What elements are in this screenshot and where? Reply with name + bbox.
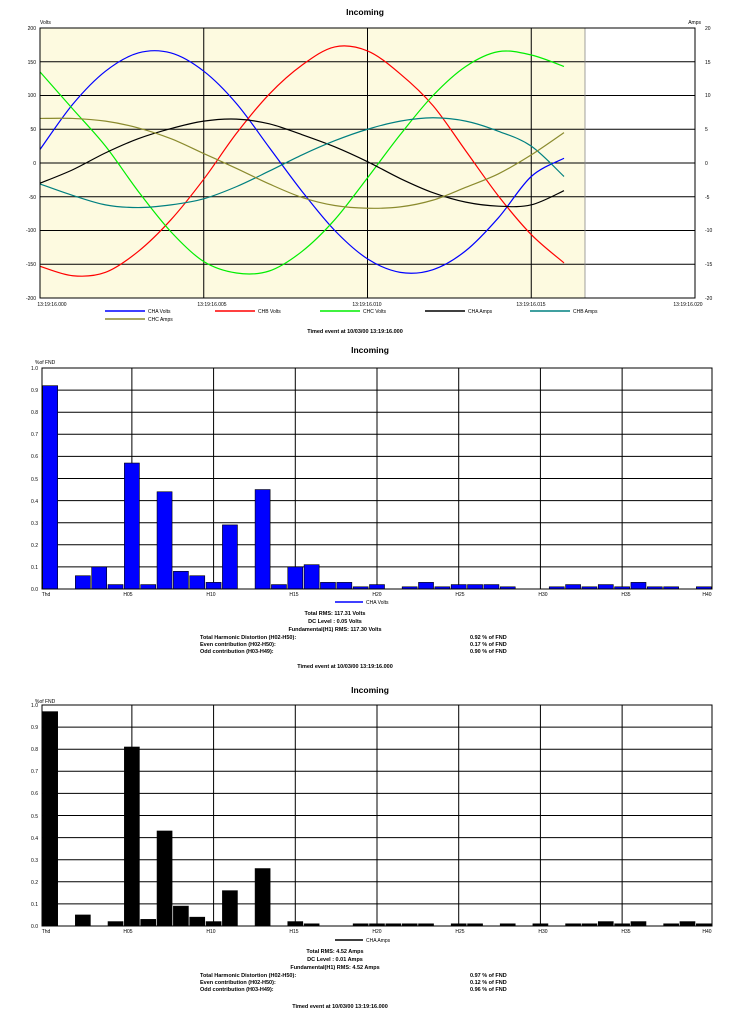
y-tick-label: 0.3 [31, 521, 38, 527]
y-axis-label-right: Amps [688, 20, 701, 26]
y-tick-label: 0.6 [31, 791, 38, 797]
x-ticks [42, 592, 712, 598]
bar-h04 [108, 922, 123, 926]
stat-value: 0.92 % of FND [470, 635, 507, 641]
y-left-tick-label: 200 [27, 26, 36, 32]
y-right-tick-label: 0 [705, 161, 708, 167]
y-tick-label: 1.0 [31, 366, 38, 372]
stat-value: 0.17 % of FND [470, 642, 507, 648]
y-tick-label: 0.8 [31, 410, 38, 416]
y-ticks [31, 366, 38, 593]
y-right-ticks [705, 26, 712, 302]
y-axis-label: %of FND [35, 699, 56, 705]
y-left-tick-label: -100 [25, 228, 36, 234]
y-tick-label: 0.7 [31, 432, 38, 438]
y-tick-label: 0.7 [31, 769, 38, 775]
chart-title: Incoming [351, 685, 389, 695]
bar-h02 [75, 576, 90, 589]
bar-h07 [157, 492, 172, 589]
stat-label: Even contribution (H02-H50): [200, 642, 276, 648]
y-left-tick-label: -50 [28, 195, 36, 201]
y-right-tick-label: -20 [705, 296, 713, 302]
legend-label: CHB Amps [573, 309, 598, 315]
bar-h13 [255, 869, 270, 926]
fundamental-rms: Fundamental(H1) RMS: 4.52 Amps [290, 965, 380, 971]
y-right-tick-label: -5 [705, 195, 710, 201]
bar-h06 [141, 919, 156, 926]
x-tick-label: H35 [621, 592, 631, 598]
x-ticks [42, 929, 712, 935]
y-right-tick-label: 20 [705, 26, 711, 32]
bar-h16 [304, 565, 319, 589]
bar-h13 [255, 490, 270, 589]
x-tick-label: H20 [372, 592, 382, 598]
x-tick-label: Thd [41, 592, 51, 598]
stat-label: Total Harmonic Distortion (H02-H50): [200, 973, 297, 979]
legend-label: CHA Volts [148, 309, 171, 315]
bar-h15 [288, 922, 303, 926]
legend-label: CHA Amps [366, 938, 391, 944]
bar-h36 [631, 922, 646, 926]
x-tick-label: H30 [538, 929, 548, 935]
bar-h17 [320, 582, 335, 589]
bar-h27 [484, 585, 499, 589]
bar-h10 [206, 582, 221, 589]
y-tick-label: 0.4 [31, 499, 38, 505]
bar-h25 [451, 585, 466, 589]
y-axis-label-left: Volts [40, 20, 51, 26]
y-right-tick-label: 5 [705, 127, 708, 133]
bar-h09 [190, 576, 205, 589]
bar-h34 [598, 922, 613, 926]
x-tick-label: H40 [702, 929, 712, 935]
total-rms: Total RMS: 4.52 Amps [306, 949, 364, 955]
legend-label: CHC Amps [148, 317, 173, 323]
grid-lines [42, 705, 712, 926]
bar-h11 [222, 891, 237, 926]
y-right-tick-label: -15 [705, 262, 713, 268]
y-tick-label: 0.4 [31, 836, 38, 842]
x-tick-label: H15 [289, 929, 299, 935]
stat-value: 0.90 % of FND [470, 649, 507, 655]
legend-label: CHA Volts [366, 600, 389, 606]
stat-value: 0.96 % of FND [470, 987, 507, 993]
x-tick-label: 13:19:16.000 [37, 302, 67, 308]
x-tick-label: 13:19:16.010 [352, 302, 382, 308]
x-tick-label: H10 [206, 929, 216, 935]
chart-title: Incoming [351, 345, 389, 355]
bar-h08 [173, 571, 188, 589]
bar-h06 [141, 585, 156, 589]
y-left-tick-label: 100 [27, 93, 36, 99]
x-tick-label: 13:19:16.005 [197, 302, 227, 308]
bar-h23 [419, 582, 434, 589]
y-left-tick-label: 0 [33, 161, 36, 167]
y-tick-label: 0.8 [31, 747, 38, 753]
legend-label: CHA Amps [468, 309, 493, 315]
bar-h20 [369, 585, 384, 589]
legend [105, 309, 598, 323]
bar-h05 [124, 463, 139, 589]
bar-h32 [566, 585, 581, 589]
bar-h14 [271, 585, 286, 589]
dc-level: DC Level : 0.01 Amps [307, 957, 363, 963]
bar-h18 [337, 582, 352, 589]
bar-h26 [468, 585, 483, 589]
x-tick-label: H40 [702, 592, 712, 598]
x-tick-label: H30 [538, 592, 548, 598]
harmonics-amps-chart [0, 680, 729, 1024]
x-tick-label: Thd [41, 929, 51, 935]
bar-h39 [680, 922, 695, 926]
bar-h07 [157, 831, 172, 926]
grid-lines [42, 368, 712, 589]
event-footer: Timed event at 10/03/00 13:19:16.000 [307, 329, 403, 335]
stat-value: 0.97 % of FND [470, 973, 507, 979]
y-tick-label: 0.9 [31, 388, 38, 394]
chart-title: Incoming [346, 7, 384, 17]
bar-h08 [173, 906, 188, 926]
y-left-tick-label: 50 [30, 127, 36, 133]
harmonics-volts-chart [0, 340, 729, 675]
x-tick-label: 13:19:16.015 [516, 302, 546, 308]
x-tick-label: H35 [621, 929, 631, 935]
bar-h09 [190, 917, 205, 926]
x-ticks [37, 302, 702, 308]
bar-h34 [598, 585, 613, 589]
event-footer: Timed event at 10/03/00 13:19:16.000 [292, 1004, 388, 1010]
y-tick-label: 0.0 [31, 924, 38, 930]
y-tick-label: 0.0 [31, 587, 38, 593]
total-rms: Total RMS: 117.31 Volts [304, 611, 366, 617]
bar-thd [43, 712, 58, 926]
y-tick-label: 0.5 [31, 814, 38, 820]
y-right-tick-label: 15 [705, 60, 711, 66]
stat-label: Total Harmonic Distortion (H02-H50): [200, 635, 297, 641]
stat-label: Odd contribution (H03-H49): [200, 649, 274, 655]
dc-level: DC Level : 0.05 Volts [308, 619, 362, 625]
x-tick-label: H15 [289, 592, 299, 598]
y-right-tick-label: -10 [705, 228, 713, 234]
x-tick-label: H05 [123, 592, 133, 598]
x-tick-label: H05 [123, 929, 133, 935]
bar-thd [43, 386, 58, 589]
bar-h05 [124, 747, 139, 926]
x-tick-label: H20 [372, 929, 382, 935]
bar-h15 [288, 567, 303, 589]
y-ticks [31, 703, 38, 930]
y-left-ticks [26, 26, 36, 302]
y-tick-label: 0.2 [31, 880, 38, 886]
bar-h03 [92, 567, 107, 589]
y-tick-label: 0.3 [31, 858, 38, 864]
y-tick-label: 0.5 [31, 477, 38, 483]
y-left-tick-label: 150 [27, 60, 36, 66]
y-tick-label: 0.1 [31, 902, 38, 908]
bar-h02 [75, 915, 90, 926]
legend-label: CHC Volts [363, 309, 387, 315]
stat-value: 0.12 % of FND [470, 980, 507, 986]
x-tick-label: H25 [455, 592, 465, 598]
x-tick-label: 13:19:16.020 [673, 302, 703, 308]
event-footer: Timed event at 10/03/00 13:19:16.000 [297, 664, 393, 670]
bar-h36 [631, 582, 646, 589]
y-tick-label: 0.1 [31, 565, 38, 571]
stat-label: Odd contribution (H03-H49): [200, 987, 274, 993]
waveform-chart [0, 0, 729, 340]
bar-h10 [206, 922, 221, 926]
y-left-tick-label: -150 [25, 262, 36, 268]
y-tick-label: 0.6 [31, 454, 38, 460]
legend-label: CHB Volts [258, 309, 281, 315]
fundamental-rms: Fundamental(H1) RMS: 117.30 Volts [288, 627, 382, 633]
y-left-tick-label: -200 [25, 296, 36, 302]
stat-label: Even contribution (H02-H50): [200, 980, 276, 986]
bar-h04 [108, 585, 123, 589]
x-tick-label: H25 [455, 929, 465, 935]
y-tick-label: 1.0 [31, 703, 38, 709]
y-tick-label: 0.2 [31, 543, 38, 549]
y-axis-label: %of FND [35, 360, 56, 366]
bar-h11 [222, 525, 237, 589]
y-tick-label: 0.9 [31, 725, 38, 731]
y-right-tick-label: 10 [705, 93, 711, 99]
x-tick-label: H10 [206, 592, 216, 598]
